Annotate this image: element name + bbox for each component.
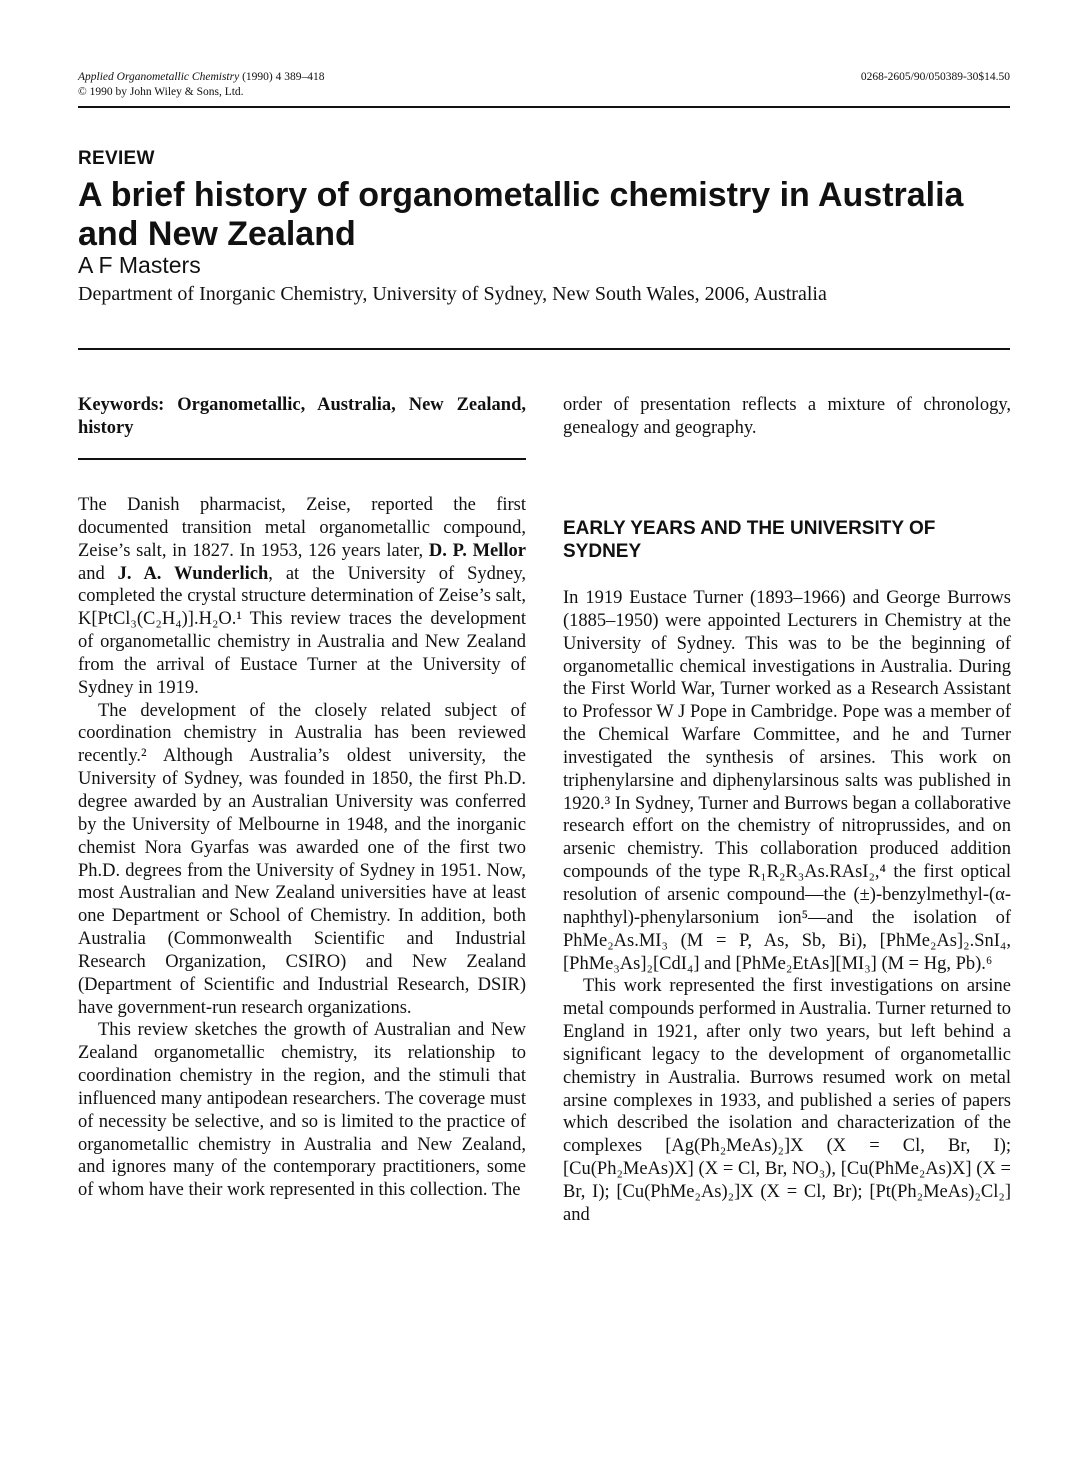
- intro-text-b: , at the University of Sydney, completed the crystal structure determination of Zeise’s salt,: [78, 563, 526, 607]
- intro-text-and: and: [78, 563, 118, 584]
- section-heading: EARLY YEARS AND THE UNIVERSITY OF SYDNEY: [563, 518, 936, 562]
- author-affiliation: Department of Inorganic Chemistry, University of Sydney, New South Wales, 2006, Australia: [78, 283, 827, 305]
- keywords: Keywords: Organometallic, Australia, New Zealand, history: [78, 395, 526, 438]
- right-column: [563, 587, 1011, 1227]
- keywords-rule: [78, 458, 526, 460]
- left-column: [78, 494, 526, 1202]
- author-wunderlich: J. A. Wunderlich: [117, 563, 269, 584]
- journal-citation: [78, 70, 325, 85]
- copyright-line: © 1990 by John Wiley & Sons, Ltd.: [78, 86, 244, 98]
- intro-text-a: The Danish pharmacist, Zeise, reported the first documented transition metal organometallic compound, Zeise’s salt, in 1827. In 1953, 126 years later,: [78, 495, 526, 561]
- citation-volume: (1990) 4 389–418: [239, 71, 325, 83]
- intro-text-c: This review traces the development of organometallic chemistry in Australia and New Zealand from the arrival of Eustace Turner at the University of Sydney in 1919.: [78, 609, 526, 698]
- journal-name: Applied Organometallic Chemistry: [78, 71, 240, 83]
- intro-paragraph-3-continued: order of presentation reflects a mixture of chronology, genealogy and geography.: [563, 395, 1011, 438]
- running-header-left: [78, 70, 325, 100]
- article-code: 0268-2605/90/050389-30$14.50: [860, 71, 1010, 83]
- author-name: A F Masters: [78, 252, 201, 278]
- intro-paragraph-2: The development of the closely related subject of coordination chemistry in Australia has been reviewed recently.² Although Australia’s oldest university, the University of Sydney, was founded in 1850, the first Ph.D. degree awarded by an Australian University was conferred by the University of Melbourne in 1948, and the inorganic chemist Nora Gyarfas was awarded one of the first two Ph.D. degrees from the University of Sydney in 1951. Now, most Australian and New Zealand universities have at least one Department or School of Chemistry. In addition, both Australia (Commonwealth Scientific and Industrial Research Organization, CSIRO) and New Zealand (Department of Scientific and Industrial Research, DSIR) have government-run research organizations.: [78, 700, 526, 1018]
- author-mellor: D. P. Mellor: [428, 540, 526, 561]
- early-years-paragraph-1: In 1919 Eustace Turner (1893–1966) and George Burrows (1885–1950) were appointed Lecturers in Chemistry at the University of Sydney. This was to be the beginning of organometallic chemical investigations in Australia. During the First World War, Turner worked as a Research Assistant to Professor W J Pope in Cambridge. Pope was a member of the Chemical Warfare Committee, and he and Turner investigated the synthesis of arsines. This work on triphenylarsine and diphenylarsinous salts was published in 1920.³ In Sydney, Turner and Burrows began a collaborative research effort on the chemistry of nitroprussides, and on arsenic chemistry. This collaboration produced addition compounds of the type R₁R₂R₃As.RAsI₂,⁴ the first optical resolution of arsenic compound—the (±)-benzylmethyl-(α-naphthyl)-phenylarsonium ion⁵—and the isolation of PhMe₂As.MI₃ (M = P, As, Sb, Bi), [PhMe₂As]₂.SnI₄, [PhMe₃As]₂[CdI₄] and [PhMe₂EtAs][MI₃] (M = Hg, Pb).⁶: [563, 588, 1011, 974]
- header-rule: [78, 106, 1010, 108]
- intro-paragraph-1: [78, 494, 526, 700]
- article-type: REVIEW: [78, 148, 155, 169]
- early-years-paragraph-2: This work represented the first investigations on arsine metal compounds performed in Australia. Turner returned to England in 1921, after only two years, but left behind a significant legacy to the development of organometallic chemistry in Australia. Burrows resumed work on metal arsine complexes in 1933, and published a series of papers which described the isolation and characterization of the complexes [Ag(Ph₂MeAs)₂]X (X = Cl, Br, I); [Cu(Ph₂MeAs)X] (X = Cl, Br, NO₃), [Cu(PhMe₂As)X] (X = Br, I); [Cu(PhMe₂As)₂]X (X = Cl, Br); [Pt(Ph₂MeAs)₂Cl₂] and: [563, 976, 1011, 1225]
- article-title: A brief history of organometallic chemistry in Australia and New Zealand: [78, 176, 964, 253]
- right-column-continuation: [563, 394, 1011, 440]
- zeise-formula: K[PtCl₃(C₂H₄)].H₂O.¹: [78, 609, 242, 630]
- title-rule: [78, 348, 1010, 350]
- intro-paragraph-3: This review sketches the growth of Australian and New Zealand organometallic chemistry, its relationship to coordination chemistry in the region, and the stimuli that influenced many antipodean researchers. The coverage must of necessity be selective, and so is limited to the practice of organometallic chemistry in Australia and New Zealand, and ignores many of the contemporary practitioners, some of whom have their work represented in this collection. The: [78, 1020, 526, 1201]
